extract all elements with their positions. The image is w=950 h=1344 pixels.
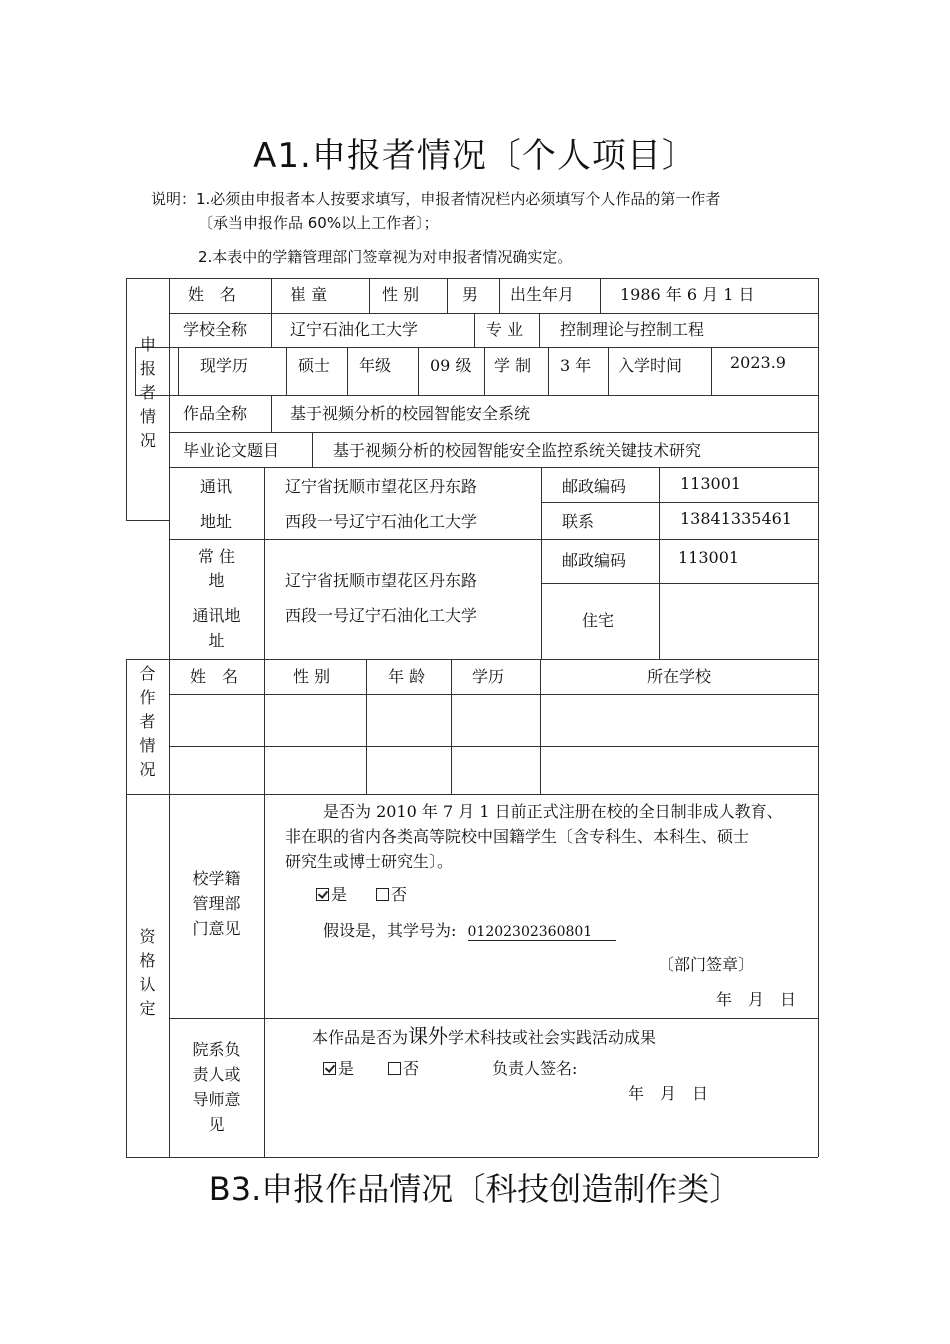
stamp-label: 〔部门签章〕 [658, 955, 755, 974]
dept-question [312, 1020, 656, 1049]
note-line-1: 说明：1.必须由申报者本人按要求填写，申报者情况栏内必须填写个人作品的第一作者 [151, 190, 721, 208]
address-label-2: 地址 [200, 512, 233, 531]
dept-no-label: 否 [403, 1059, 420, 1078]
major-label: 专 业 [486, 320, 524, 339]
applicant-section-label: 申报者情况 [139, 335, 156, 450]
dept-yes-option[interactable] [323, 1056, 354, 1079]
question-line-3: 研究生或博士研究生〕。 [285, 852, 454, 871]
dept-label-1: 院系负 [192, 1040, 241, 1059]
postcode-label: 邮政编码 [562, 477, 627, 496]
enroll-value: 2023.9 [730, 353, 786, 372]
student-id-value: 01202302360801 [468, 924, 617, 941]
page-title: A1.申报者情况〔个人项目〕 [253, 136, 697, 176]
school-dept-label-3: 门意见 [192, 919, 241, 938]
partner-header-education: 学历 [472, 667, 505, 686]
student-id-row [323, 918, 616, 941]
dept-label-3: 导师意 [192, 1090, 241, 1109]
gender-value: 男 [462, 285, 479, 304]
dept-no-checkbox[interactable] [388, 1062, 401, 1075]
home-postcode-label: 邮政编码 [562, 551, 627, 570]
residence-label: 住宅 [582, 611, 615, 630]
dept-yes-label: 是 [338, 1059, 355, 1078]
school-dept-label-1: 校学籍 [192, 869, 241, 888]
major-value: 控制理论与控制工程 [560, 320, 705, 339]
birth-label: 出生年月 [510, 285, 575, 304]
partner-header-gender: 性 别 [293, 667, 331, 686]
gender-label: 性 别 [382, 285, 420, 304]
partners-section-label: 合作者情况 [139, 664, 156, 779]
partner-header-school: 所在学校 [646, 667, 711, 686]
partner-header-name: 姓 名 [190, 667, 239, 686]
dept-no-option[interactable] [388, 1056, 419, 1079]
home-label-2: 地 [208, 571, 225, 590]
dept-question-post: 学术科技或社会实践活动成果 [448, 1028, 657, 1047]
section-b3-title: B3.申报作品情况〔科技创造制作类〕 [208, 1170, 742, 1208]
yes-label: 是 [331, 885, 348, 904]
address-line-1: 辽宁省抚顺市望花区丹东路 [285, 477, 478, 496]
address-line-2: 西段一号辽宁石油化工大学 [285, 512, 478, 531]
dept-label-4: 见 [208, 1115, 225, 1134]
home-postcode-value: 113001 [678, 548, 740, 567]
home-address-line-1: 辽宁省抚顺市望花区丹东路 [285, 571, 478, 590]
question-line-1: 是否为 2010 年 7 月 1 日前正式注册在校的全日制非成人教育、 [323, 802, 783, 821]
partner-header-age: 年 龄 [388, 667, 426, 686]
system-value: 3 年 [560, 356, 592, 375]
school-dept-label-2: 管理部 [192, 894, 241, 913]
birth-value: 1986 年 6 月 1 日 [620, 285, 755, 304]
name-label: 姓 名 [188, 285, 237, 304]
note-line-3: 2.本表中的学籍管理部门签章视为对申报者情况确实定。 [198, 248, 573, 266]
system-label: 学 制 [494, 356, 532, 375]
address-label-1: 通讯 [200, 477, 233, 496]
no-label: 否 [391, 885, 408, 904]
home-label-4: 址 [208, 631, 225, 650]
note-line-2: 〔承当申报作品 60%以上工作者〕； [198, 214, 439, 232]
work-value: 基于视频分析的校园智能安全系统 [290, 404, 531, 423]
yes-option[interactable] [316, 882, 347, 905]
dept-question-big: 课外 [408, 1024, 449, 1048]
school-date-label: 年 月 日 [716, 990, 797, 1009]
no-checkbox[interactable] [376, 888, 389, 901]
qualification-section-label: 资格认定 [139, 927, 156, 1018]
thesis-value: 基于视频分析的校园智能安全监控系统关键技术研究 [333, 441, 702, 460]
dept-yes-checkbox[interactable] [323, 1062, 336, 1075]
grade-label: 年级 [359, 356, 392, 375]
education-label: 现学历 [200, 356, 249, 375]
work-label: 作品全称 [183, 404, 248, 423]
signer-label: 负责人签名: [492, 1059, 578, 1078]
contact-value: 13841335461 [680, 509, 792, 528]
home-label-3: 通讯地 [192, 606, 241, 625]
no-option[interactable] [376, 882, 407, 905]
home-label-1: 常 住 [197, 547, 236, 566]
grade-value: 09 级 [430, 356, 472, 375]
dept-question-pre: 本作品是否为 [312, 1028, 409, 1047]
student-id-label: 假设是，其学号为: [323, 921, 457, 940]
contact-label: 联系 [562, 512, 595, 531]
name-value: 崔 童 [290, 285, 328, 304]
dept-label-2: 责人或 [192, 1065, 241, 1084]
postcode-value: 113001 [680, 474, 742, 493]
thesis-label: 毕业论文题目 [183, 441, 280, 460]
yes-checkbox[interactable] [316, 888, 329, 901]
dept-date-label: 年 月 日 [628, 1084, 709, 1103]
school-value: 辽宁石油化工大学 [290, 320, 419, 339]
question-line-2: 非在职的省内各类高等院校中国籍学生〔含专科生、本科生、硕士 [285, 827, 750, 846]
enroll-label: 入学时间 [618, 356, 683, 375]
education-value: 硕士 [298, 356, 331, 375]
home-address-line-2: 西段一号辽宁石油化工大学 [285, 606, 478, 625]
school-label: 学校全称 [183, 320, 248, 339]
